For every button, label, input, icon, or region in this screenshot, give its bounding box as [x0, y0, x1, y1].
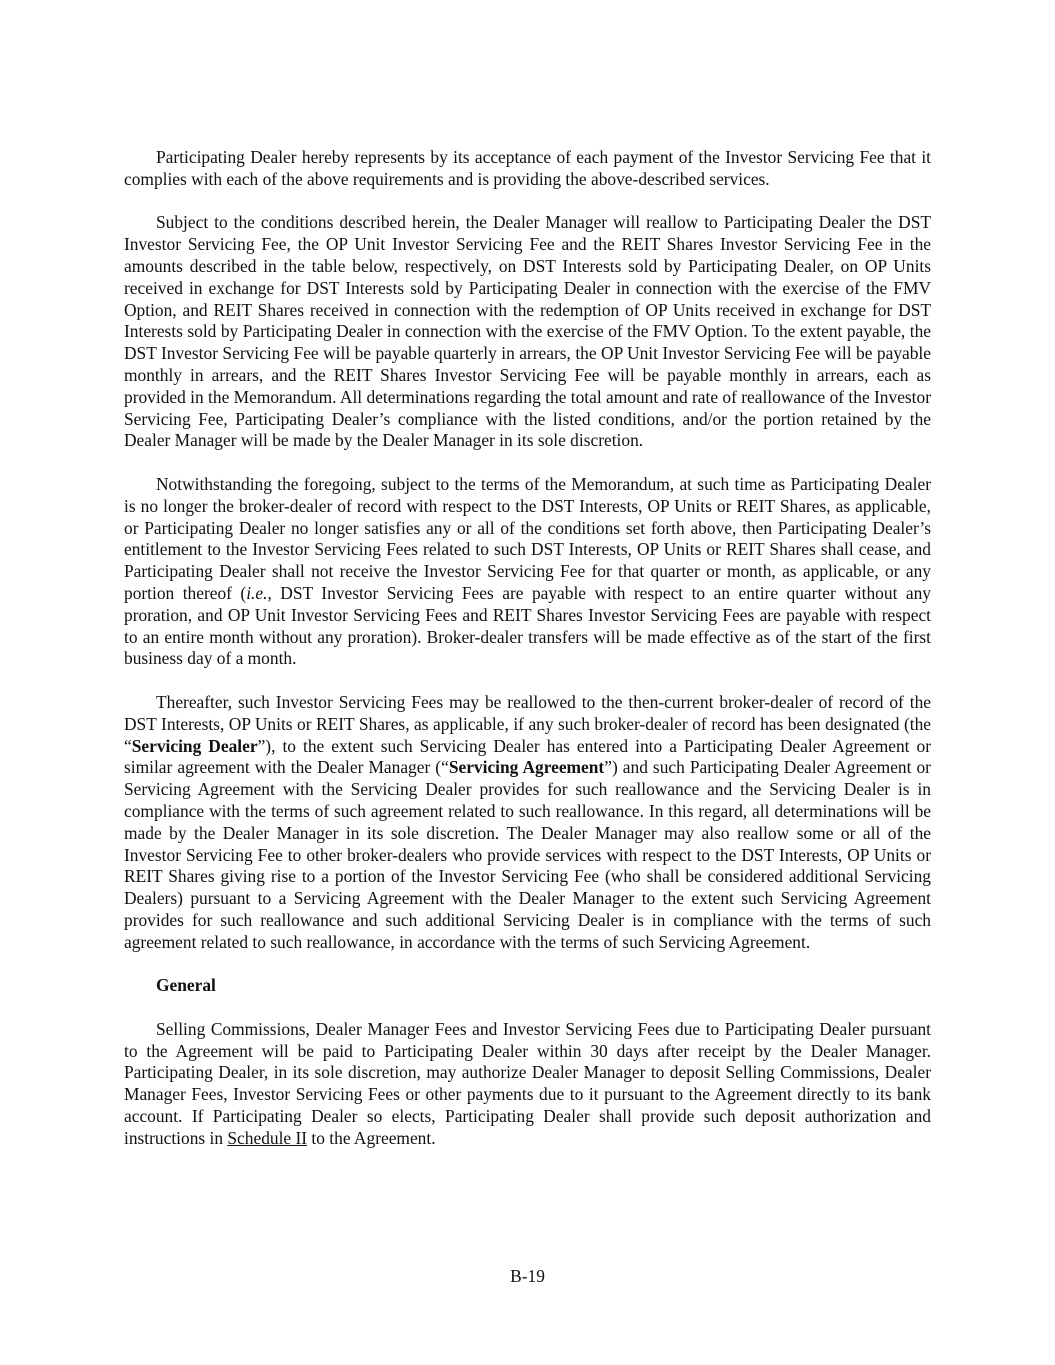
paragraph-text-part: Notwithstanding the foregoing, subject to the terms of the Memorandum, at such time as Participating Dealer is no longer the broker-dealer of record with respect to the DST Interests, OP Units or REIT Shares, as applicable, or Participating Dealer no longer satisfies any or all of the conditions set forth above, then Participating Dealer’s entitlement to the Investor Servicing Fees related to such DST Interests, OP Units or REIT Shares shall cease, and Participating Dealer shall not receive the Investor Servicing Fee for that quarter or month, as applicable, or any portion thereof (	[124, 473, 931, 603]
section-heading-general: General	[156, 975, 216, 996]
page-number: B-19	[510, 1266, 545, 1286]
defined-term-servicing-agreement: Servicing Agreement	[448, 757, 605, 778]
defined-term-servicing-dealer: Servicing Dealer	[131, 735, 258, 756]
paragraph-text-part: Thereafter, such Investor Servicing Fees may be reallowed to the then-current broker-dealer of record of the DST Interests, OP Units or REIT Shares, as applicable, if any such broker-dealer of record has been designated (the “	[124, 691, 931, 756]
italic-ie: i.e.	[246, 582, 268, 603]
document-body	[124, 147, 931, 1171]
paragraph-text: Subject to the conditions described herein, the Dealer Manager will reallow to Participating Dealer the DST Investor Servicing Fee, the OP Unit Investor Servicing Fee and the REIT Shares Investor Servicing Fee in the amounts described in the table below, respectively, on DST Interests sold by Participating Dealer, on OP Units received in exchange for DST Interests sold by Participating Dealer in connection with the exercise of the FMV Option, and REIT Shares received in connection with the redemption of OP Units received in exchange for DST Interests sold by Participating Dealer in connection with the exercise of the FMV Option. To the extent payable, the DST Investor Servicing Fee will be payable quarterly in arrears, the OP Unit Investor Servicing Fee will be payable monthly in arrears, and the REIT Shares Investor Servicing Fee will be payable monthly in arrears, each as provided in the Memorandum. All determinations regarding the total amount and rate of reallowance of the Investor Servicing Fee, Participating Dealer’s compliance with the listed conditions, and/or the portion retained by the Dealer Manager will be made by the Dealer Manager in its sole discretion.	[124, 212, 931, 451]
paragraph-thereafter	[124, 692, 931, 954]
paragraph-general-payment	[124, 1019, 931, 1150]
paragraph-text-part: to the Agreement.	[307, 1127, 436, 1148]
paragraph-text-part: , DST Investor Servicing Fees are payable with respect to an entire quarter without any proration, and OP Unit Investor Servicing Fees and REIT Shares Investor Servicing Fees are payable with respect to an entire month without any proration). Broker-dealer transfers will be made effective as of the start of the first business day of a month.	[124, 582, 931, 669]
paragraph-text-part: Selling Commissions, Dealer Manager Fees and Investor Servicing Fees due to Participating Dealer pursuant to the Agreement will be paid to Participating Dealer within 30 days after receipt by the Dealer Manager. Participating Dealer, in its sole discretion, may authorize Dealer Manager to deposit Selling Commissions, Dealer Manager Fees, Investor Servicing Fees or other payments due to it pursuant to the Agreement directly to its bank account. If Participating Dealer so elects, Participating Dealer shall provide such deposit authorization and instructions in	[124, 1018, 931, 1148]
paragraph-text: Participating Dealer hereby represents by its acceptance of each payment of the Investor Servicing Fee that it complies with each of the above requirements and is providing the above-described services.	[124, 147, 931, 189]
paragraph-text-part: ”), to the extent such Servicing Dealer has entered into a Participating Dealer Agreement or similar agreement with the Dealer Manager (“	[124, 735, 931, 778]
paragraph-representation	[124, 147, 931, 191]
paragraph-notwithstanding	[124, 474, 931, 670]
schedule-ii-reference: Schedule II	[227, 1127, 308, 1148]
paragraph-reallowance-conditions	[124, 212, 931, 452]
paragraph-text-part: ”) and such Participating Dealer Agreement or Servicing Agreement with the Servicing Dealer provides for such reallowance and the Servicing Dealer is in compliance with the terms of such agreement related to such reallowance. In this regard, all determinations will be made by the Dealer Manager in its sole discretion. The Dealer Manager may also reallow some or all of the Investor Servicing Fee to other broker-dealers who provide services with respect to the DST Interests, OP Units or REIT Shares giving rise to a portion of the Investor Servicing Fee (who shall be considered additional Servicing Dealers) pursuant to a Servicing Agreement with the Dealer Manager to the extent such Servicing Agreement provides for such reallowance and such additional Servicing Dealer is in compliance with the terms of such agreement related to such reallowance, in accordance with the terms of such Servicing Agreement.	[124, 757, 931, 952]
